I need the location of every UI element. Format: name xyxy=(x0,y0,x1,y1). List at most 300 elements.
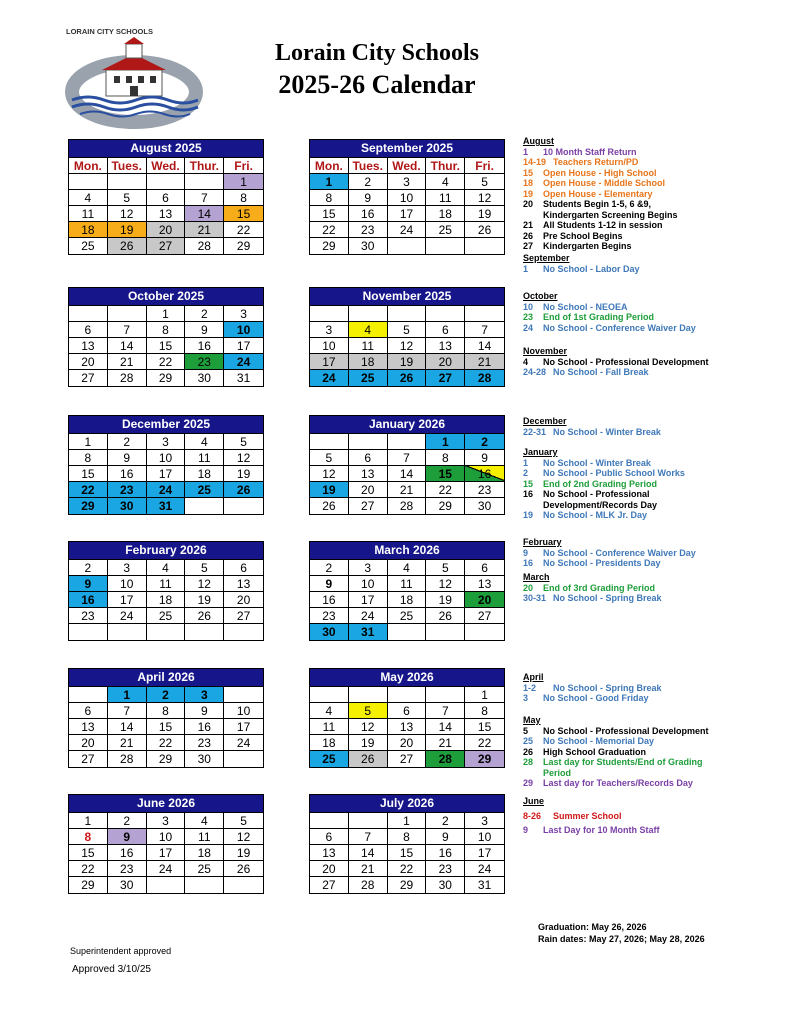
day-cell xyxy=(426,687,465,703)
day-cell: 11 xyxy=(349,338,388,354)
day-cell: 26 xyxy=(224,861,263,877)
day-cell: 18 xyxy=(426,206,465,222)
month-sep xyxy=(309,139,505,255)
legend-text: 10 Month Staff Return xyxy=(543,146,637,157)
day-cell: 3 xyxy=(224,306,263,322)
day-cell: 20 xyxy=(465,592,504,608)
day-cell: 2 xyxy=(310,560,349,576)
month-title: August 2025 xyxy=(69,140,263,158)
day-cell: 4 xyxy=(69,190,108,206)
day-cell: 30 xyxy=(185,370,224,386)
day-cell: 13 xyxy=(147,206,186,222)
day-cell: 25 xyxy=(69,238,108,254)
day-cell: 7 xyxy=(465,322,504,338)
legend-date: 28 xyxy=(523,757,534,767)
day-cell: 4 xyxy=(147,560,186,576)
day-cell: 15 xyxy=(426,466,465,482)
month-title: April 2026 xyxy=(69,669,263,687)
month-grid xyxy=(310,158,504,254)
day-cell xyxy=(69,687,108,703)
day-cell: 6 xyxy=(69,703,108,719)
day-cell: 19 xyxy=(224,845,263,861)
legend-item xyxy=(523,558,696,569)
day-cell: 12 xyxy=(388,338,427,354)
day-cell xyxy=(69,174,108,190)
legend-text: Last Day for 10 Month Staff xyxy=(543,825,660,835)
day-cell: 15 xyxy=(147,719,186,735)
month-jan xyxy=(309,415,505,515)
day-cell: 16 xyxy=(185,719,224,735)
day-cell: 17 xyxy=(224,719,263,735)
legend-text: No School - Public School Works xyxy=(543,468,685,478)
day-cell: 24 xyxy=(349,608,388,624)
legend-date: 19 xyxy=(523,188,534,199)
day-cell: 5 xyxy=(185,560,224,576)
day-cell: 13 xyxy=(426,338,465,354)
page-title: Lorain City Schools xyxy=(274,40,480,66)
day-cell: 20 xyxy=(69,354,108,370)
legend-date: 20 xyxy=(523,582,534,593)
day-cell: 30 xyxy=(108,877,147,893)
month-grid xyxy=(69,434,263,514)
day-cell: 16 xyxy=(426,845,465,861)
day-cell: 23 xyxy=(185,735,224,751)
day-cell: 26 xyxy=(185,608,224,624)
month-title: January 2026 xyxy=(310,416,504,434)
day-cell: 22 xyxy=(147,735,186,751)
day-cell xyxy=(224,624,263,640)
day-cell xyxy=(310,813,349,829)
legend-date: 22-31 xyxy=(523,426,547,437)
legend-date: 2 xyxy=(523,468,529,478)
day-cell: 18 xyxy=(388,592,427,608)
month-title: February 2026 xyxy=(69,542,263,560)
day-cell: 5 xyxy=(426,560,465,576)
day-cell: 23 xyxy=(108,861,147,877)
day-cell: 7 xyxy=(108,322,147,338)
month-may xyxy=(309,668,505,768)
day-cell: 24 xyxy=(147,861,186,877)
day-cell: 23 xyxy=(426,861,465,877)
legend-date: 21 xyxy=(523,220,534,230)
month-grid xyxy=(310,434,504,514)
day-cell: 23 xyxy=(69,608,108,624)
day-cell: 1 xyxy=(224,174,263,190)
day-cell: 26 xyxy=(465,222,504,238)
legend-item xyxy=(523,264,640,275)
legend-item xyxy=(523,210,678,221)
day-cell: 8 xyxy=(147,703,186,719)
day-cell: 12 xyxy=(349,719,388,735)
day-cell: 19 xyxy=(108,222,147,238)
month-jul xyxy=(309,794,505,894)
day-cell: 10 xyxy=(349,576,388,592)
day-cell: 16 xyxy=(69,592,108,608)
day-cell: 28 xyxy=(185,238,224,254)
day-cell: 15 xyxy=(69,845,108,861)
legend-date: 24-28 xyxy=(523,367,547,377)
day-cell: 28 xyxy=(388,498,427,514)
day-cell: 15 xyxy=(388,845,427,861)
legend-item xyxy=(523,178,678,189)
day-cell: 19 xyxy=(224,466,263,482)
legend-date: 9 xyxy=(523,825,529,835)
day-cell: 2 xyxy=(147,687,186,703)
day-cell: 6 xyxy=(388,703,427,719)
month-oct xyxy=(68,287,264,387)
day-cell xyxy=(426,624,465,640)
day-cell: 17 xyxy=(224,338,263,354)
day-cell: 13 xyxy=(465,576,504,592)
weekday-header: Mon. xyxy=(310,158,349,174)
legend-date: 16 xyxy=(523,558,534,568)
approval-date: Approved 3/10/25 xyxy=(72,964,151,975)
legend-text: Open House - Elementary xyxy=(543,188,653,199)
day-cell: 24 xyxy=(388,222,427,238)
weekday-header: Fri. xyxy=(224,158,263,174)
day-cell: 28 xyxy=(108,370,147,386)
day-cell: 14 xyxy=(465,338,504,354)
day-cell: 6 xyxy=(349,450,388,466)
day-cell: 9 xyxy=(108,450,147,466)
day-cell: 23 xyxy=(349,222,388,238)
graduation-note: Graduation: May 26, 2026 xyxy=(538,922,647,932)
day-cell xyxy=(349,687,388,703)
day-cell: 16 xyxy=(108,845,147,861)
weekday-header: Mon. xyxy=(69,158,108,174)
day-cell: 16 xyxy=(108,466,147,482)
day-cell: 15 xyxy=(224,206,263,222)
day-cell: 13 xyxy=(224,576,263,592)
day-cell xyxy=(185,498,224,514)
day-cell: 25 xyxy=(426,222,465,238)
day-cell: 20 xyxy=(69,735,108,751)
day-cell: 16 xyxy=(310,592,349,608)
day-cell: 12 xyxy=(310,466,349,482)
legend-date: 20 xyxy=(523,199,534,209)
day-cell: 14 xyxy=(349,845,388,861)
day-cell xyxy=(388,238,427,254)
day-cell: 18 xyxy=(349,354,388,370)
day-cell xyxy=(310,306,349,322)
day-cell: 26 xyxy=(426,608,465,624)
legend-text: No School - Professional Development xyxy=(543,725,709,736)
day-cell: 9 xyxy=(108,829,147,845)
day-cell xyxy=(349,434,388,450)
day-cell: 22 xyxy=(465,735,504,751)
day-cell: 27 xyxy=(426,370,465,386)
day-cell: 20 xyxy=(147,222,186,238)
day-cell: 14 xyxy=(108,338,147,354)
legend-text: No School - NEOEA xyxy=(543,301,628,312)
day-cell xyxy=(108,306,147,322)
day-cell: 10 xyxy=(147,829,186,845)
legend-item xyxy=(523,241,678,252)
day-cell: 3 xyxy=(349,560,388,576)
month-title: October 2025 xyxy=(69,288,263,306)
day-cell: 5 xyxy=(388,322,427,338)
day-cell: 31 xyxy=(477,878,492,892)
legend-date: 24 xyxy=(523,322,534,333)
day-cell: 21 xyxy=(388,482,427,498)
day-cell: 11 xyxy=(185,450,224,466)
day-cell: 27 xyxy=(147,238,186,254)
legend-text: No School - Conference Waiver Day xyxy=(543,547,696,558)
day-cell: 5 xyxy=(224,434,263,450)
day-cell: 27 xyxy=(349,498,388,514)
legend-text: No School - Spring Break xyxy=(553,593,662,603)
month-aug xyxy=(68,139,264,255)
day-cell xyxy=(426,306,465,322)
month-jun xyxy=(68,794,264,894)
legend-item xyxy=(523,593,662,604)
day-cell: 27 xyxy=(465,608,504,624)
legend-text: No School - Presidents Day xyxy=(543,558,661,568)
day-cell: 12 xyxy=(465,190,504,206)
day-cell: 1 xyxy=(465,687,504,703)
day-cell: 7 xyxy=(108,703,147,719)
rain-dates-note: Rain dates: May 27, 2026; May 28, 2026 xyxy=(538,934,705,944)
day-cell: 9 xyxy=(185,703,224,719)
month-title: May 2026 xyxy=(310,669,504,687)
day-cell: 19 xyxy=(185,592,224,608)
day-cell: 21 xyxy=(108,354,147,370)
day-cell: 20 xyxy=(388,735,427,751)
day-cell: 28 xyxy=(108,751,147,767)
legend-item xyxy=(523,357,709,368)
day-cell: 15 xyxy=(69,466,108,482)
legend-item xyxy=(523,757,709,768)
legend-text: No School - Spring Break xyxy=(553,682,662,693)
day-cell: 21 xyxy=(426,735,465,751)
legend-item xyxy=(523,500,685,511)
legend-text: Summer School xyxy=(553,810,622,821)
day-cell: 16 xyxy=(465,466,504,482)
day-cell: 14 xyxy=(108,719,147,735)
day-cell: 8 xyxy=(69,829,108,845)
day-cell: 20 xyxy=(426,354,465,370)
day-cell: 23 xyxy=(310,608,349,624)
legend-item xyxy=(523,510,685,521)
day-cell: 13 xyxy=(388,719,427,735)
month-nov xyxy=(309,287,505,387)
legend-date: 14-19 xyxy=(523,157,547,167)
day-cell: 4 xyxy=(310,703,349,719)
day-cell: 5 xyxy=(465,174,504,190)
day-cell: 10 xyxy=(388,190,427,206)
day-cell: 25 xyxy=(388,608,427,624)
legend-text: End of 3rd Grading Period xyxy=(543,582,656,593)
legend-item xyxy=(523,468,685,479)
legend-text: Last day for Students/End of Grading xyxy=(543,757,703,767)
day-cell: 29 xyxy=(69,498,108,514)
day-cell: 30 xyxy=(108,498,147,514)
legend-item xyxy=(523,199,678,210)
day-cell: 14 xyxy=(426,719,465,735)
legend-text: No School - Winter Break xyxy=(543,457,651,468)
legend-date: 5 xyxy=(523,725,529,736)
day-cell xyxy=(224,687,263,703)
legend-oct xyxy=(523,291,696,333)
legend-date: 16 xyxy=(523,489,534,499)
legend-text: No School - Good Friday xyxy=(543,693,649,703)
legend-item xyxy=(523,726,709,737)
day-cell: 3 xyxy=(310,322,349,338)
month-grid xyxy=(310,560,504,640)
day-cell: 1 xyxy=(147,306,186,322)
legend-item xyxy=(523,583,662,594)
day-cell: 14 xyxy=(185,206,224,222)
legend-heading: May xyxy=(523,715,541,725)
day-cell xyxy=(310,687,349,703)
day-cell: 30 xyxy=(185,751,224,767)
day-cell xyxy=(388,624,427,640)
day-cell: 19 xyxy=(310,482,349,498)
day-cell: 12 xyxy=(224,450,263,466)
day-cell: 8 xyxy=(310,190,349,206)
day-cell: 24 xyxy=(310,370,349,386)
day-cell: 20 xyxy=(349,482,388,498)
day-cell: 8 xyxy=(465,703,504,719)
day-cell: 31 xyxy=(349,624,388,640)
month-grid xyxy=(310,687,504,767)
legend-text: No School - Professional Development xyxy=(543,356,709,367)
day-cell: 15 xyxy=(147,338,186,354)
day-cell: 20 xyxy=(310,861,349,877)
district-logo xyxy=(66,27,202,134)
day-cell: 27 xyxy=(224,608,263,624)
month-dec xyxy=(68,415,264,515)
day-cell: 21 xyxy=(108,735,147,751)
weekday-header: Thur. xyxy=(185,158,224,174)
legend-item xyxy=(523,811,660,822)
legend-item xyxy=(523,147,678,158)
day-cell: 30 xyxy=(310,624,349,640)
day-cell: 3 xyxy=(147,434,186,450)
legend-heading: November xyxy=(523,346,568,356)
day-cell xyxy=(147,174,186,190)
day-cell: 24 xyxy=(108,608,147,624)
legend-date: 19 xyxy=(523,510,534,520)
month-apr xyxy=(68,668,264,768)
day-cell: 5 xyxy=(349,703,388,719)
day-cell: 29 xyxy=(310,238,349,254)
day-cell: 28 xyxy=(426,751,465,767)
day-cell: 25 xyxy=(310,751,349,767)
day-cell: 21 xyxy=(349,861,388,877)
day-cell: 12 xyxy=(426,576,465,592)
day-cell xyxy=(388,306,427,322)
legend-text: Kindergarten Screening Begins xyxy=(543,209,678,220)
day-cell xyxy=(465,624,504,640)
legend-date: 1 xyxy=(523,146,529,157)
day-cell xyxy=(108,174,147,190)
day-cell: 4 xyxy=(426,174,465,190)
day-cell xyxy=(108,624,147,640)
logo-text: LORAIN CITY SCHOOLS xyxy=(66,27,153,36)
day-cell: 21 xyxy=(465,354,504,370)
day-cell xyxy=(465,238,504,254)
legend-text: No School - Memorial Day xyxy=(543,736,655,746)
day-cell: 9 xyxy=(69,576,108,592)
day-cell: 22 xyxy=(388,861,427,877)
day-cell xyxy=(388,687,427,703)
legend-date: 1 xyxy=(523,263,529,274)
day-cell: 29 xyxy=(147,751,186,767)
legend-item xyxy=(523,736,709,747)
day-cell: 11 xyxy=(426,190,465,206)
day-cell: 22 xyxy=(69,861,108,877)
legend-heading: October xyxy=(523,291,558,301)
day-cell: 12 xyxy=(185,576,224,592)
day-cell: 16 xyxy=(349,206,388,222)
day-cell: 1 xyxy=(310,174,349,190)
day-cell: 27 xyxy=(310,877,349,893)
day-cell: 31 xyxy=(236,371,251,385)
day-cell: 9 xyxy=(310,576,349,592)
day-cell: 29 xyxy=(69,877,108,893)
day-cell: 29 xyxy=(388,877,427,893)
day-cell: 10 xyxy=(147,450,186,466)
day-cell: 17 xyxy=(147,466,186,482)
legend-item xyxy=(523,778,709,789)
day-cell: 26 xyxy=(224,482,263,498)
month-title: November 2025 xyxy=(310,288,504,306)
legend-item xyxy=(523,693,662,704)
legend-item xyxy=(523,323,696,334)
legend-text: Teachers Return/PD xyxy=(553,157,639,167)
legend-heading: August xyxy=(523,136,554,146)
day-cell: 22 xyxy=(224,222,263,238)
legend-item xyxy=(523,427,661,438)
day-cell xyxy=(69,306,108,322)
day-cell: 2 xyxy=(426,813,465,829)
day-cell: 15 xyxy=(310,206,349,222)
legend-item xyxy=(523,367,709,378)
legend-text: Last day for Teachers/Records Day xyxy=(543,778,693,788)
day-cell: 26 xyxy=(108,238,147,254)
month-title: December 2025 xyxy=(69,416,263,434)
day-cell: 11 xyxy=(69,206,108,222)
day-cell: 27 xyxy=(69,751,108,767)
weekday-header: Tues. xyxy=(108,158,147,174)
day-cell xyxy=(349,813,388,829)
legend-heading: January xyxy=(523,447,558,457)
month-grid xyxy=(69,158,263,254)
month-grid xyxy=(69,687,263,767)
day-cell: 10 xyxy=(224,703,263,719)
day-cell: 7 xyxy=(185,190,224,206)
day-cell xyxy=(147,877,186,893)
legend-item xyxy=(523,168,678,179)
legend-text: Development/Records Day xyxy=(543,499,658,510)
legend-aug xyxy=(523,136,678,252)
day-cell: 8 xyxy=(426,450,465,466)
day-cell xyxy=(224,751,263,767)
day-cell: 9 xyxy=(185,322,224,338)
day-cell: 26 xyxy=(388,370,427,386)
weekday-header: Wed. xyxy=(388,158,427,174)
day-cell: 1 xyxy=(108,687,147,703)
day-cell: 5 xyxy=(310,450,349,466)
legend-date: 29 xyxy=(523,778,534,788)
day-cell: 24 xyxy=(224,735,263,751)
month-mar xyxy=(309,541,505,641)
day-cell: 7 xyxy=(426,703,465,719)
day-cell xyxy=(465,306,504,322)
day-cell: 1 xyxy=(426,434,465,450)
page-subtitle: 2025-26 Calendar xyxy=(278,70,476,99)
